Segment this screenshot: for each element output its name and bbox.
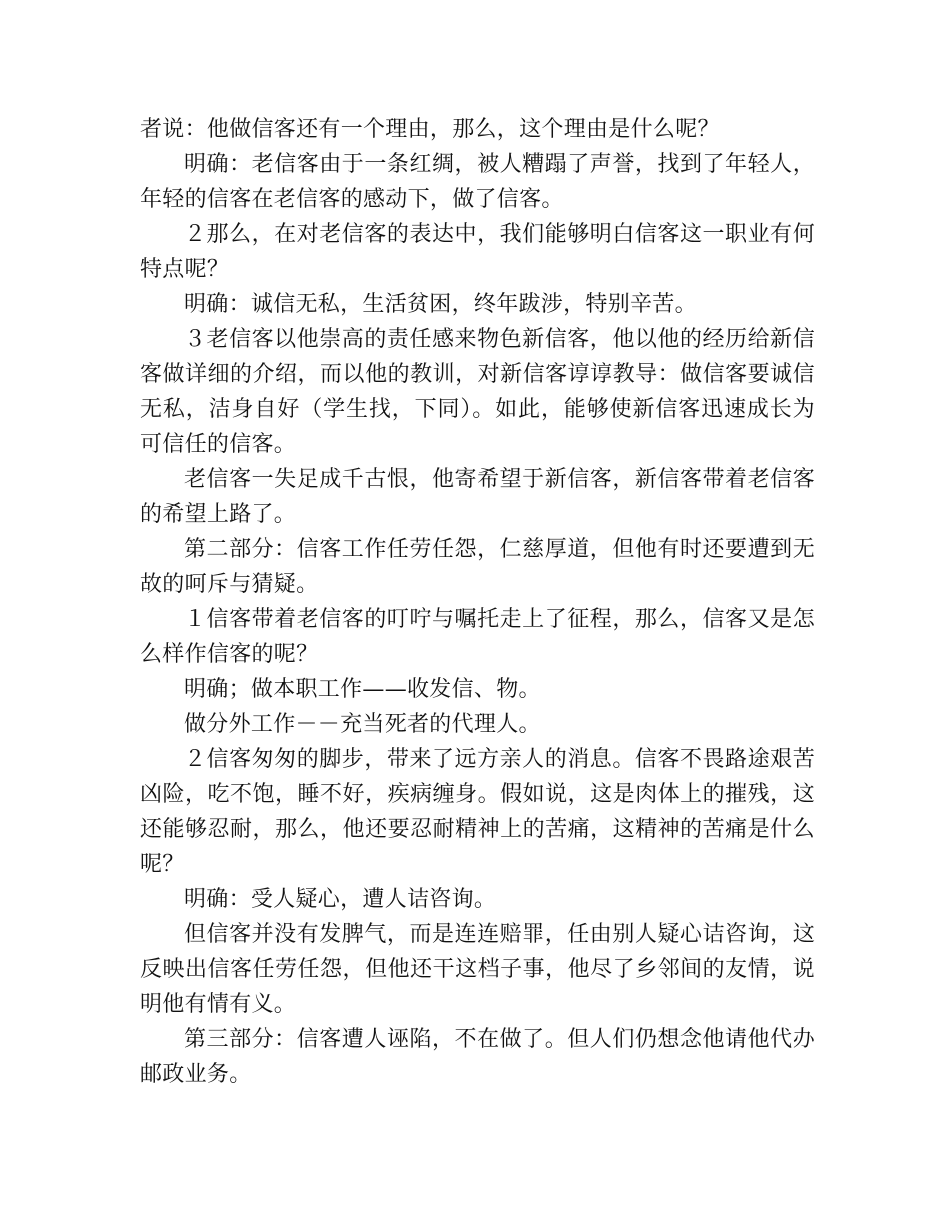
paragraph-12: 明确：受人疑心，遭人诘咨询。 (184, 887, 497, 912)
paragraph-4: 明确：诚信无私，生活贫困，终年跋涉，特别辛苦。 (184, 292, 697, 317)
paragraph-13: 但信客并没有发脾气，而是连连赔罪，任由别人疑心诘咨询，这反映出信客任劳任怨，但他还干这档子事，他尽了乡邻间的友情，说明他有情有义。 (140, 922, 815, 1017)
paragraph-8: １信客带着老信客的叮咛与嘱托走上了征程，那么，信客又是怎么样作信客的呢？ (140, 607, 815, 667)
paragraph-5: ３老信客以他崇高的责任感来物色新信客，他以他的经历给新信客做详细的介绍，而以他的教训，对新信客谆谆教导：做信客要诚信无私，洁身自好（学生找，下同）。如此，能够使新信客迅速成长为可信任的信客。 (140, 327, 815, 457)
paragraph-9: 明确；做本职工作——收发信、物。 (184, 677, 541, 702)
document-page (140, 112, 815, 1092)
paragraph-7: 第二部分：信客工作任劳任怨，仁慈厚道，但他有时还要遭到无故的呵斥与猜疑。 (140, 537, 815, 597)
paragraph-6: 老信客一失足成千古恨，他寄希望于新信客，新信客带着老信客的希望上路了。 (140, 467, 815, 527)
paragraph-10: 做分外工作－－充当死者的代理人。 (184, 712, 541, 737)
paragraph-2: 明确：老信客由于一条红绸，被人糟蹋了声誉，找到了年轻人，年轻的信客在老信客的感动下，做了信客。 (140, 152, 815, 212)
paragraph-11: ２信客匆匆的脚步，带来了远方亲人的消息。信客不畏路途艰苦凶险，吃不饱，睡不好，疾病缠身。假如说，这是肉体上的摧残，这还能够忍耐，那么，他还要忍耐精神上的苦痛，这精神的苦痛是什么呢？ (140, 747, 815, 877)
paragraph-3: ２那么，在对老信客的表达中，我们能够明白信客这一职业有何特点呢？ (140, 222, 815, 282)
paragraph-1: 者说：他做信客还有一个理由，那么，这个理由是什么呢？ (140, 117, 720, 142)
paragraph-14: 第三部分：信客遭人诬陷，不在做了。但人们仍想念他请他代办邮政业务。 (140, 1027, 815, 1087)
